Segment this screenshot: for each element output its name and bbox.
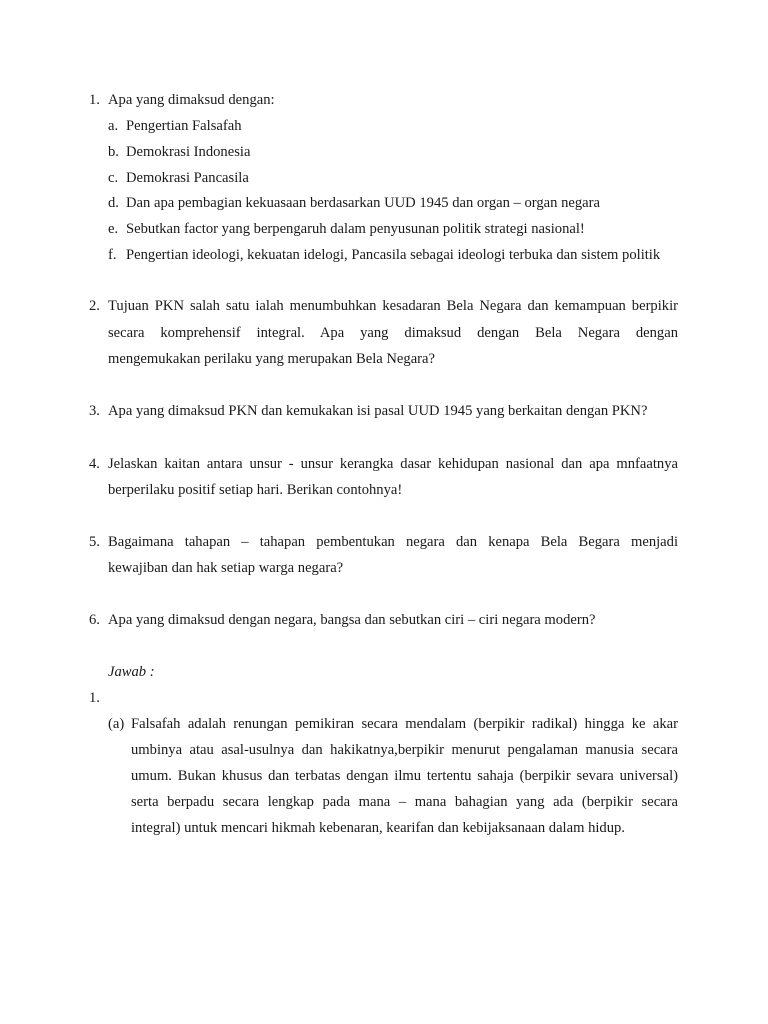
answer-part-marker: (a)	[108, 716, 125, 732]
list-item: Pengertian ideologi, kekuatan idelogi, Pancasila sebagai ideologi terbuka dan sistem politik	[126, 247, 661, 263]
answer-text-line: Falsafah adalah renungan pemikiran secara mendalam (berpikir radikal) hingga ke akar	[131, 716, 678, 732]
question-number: 1.	[89, 92, 100, 108]
answer-text-line: serta berpadu secara lengkap pada mana – mana bahagian yang ada (berpikir secara	[131, 794, 678, 810]
answers-heading: Jawab :	[108, 664, 155, 680]
question-text-line: kewajiban dan hak setiap warga negara?	[108, 560, 344, 576]
question-number: 2.	[89, 298, 100, 314]
question-text-line: Bagaimana tahapan – tahapan pembentukan negara dan kenapa Bela Begara menjadi	[108, 534, 678, 550]
answer-text-line: integral) untuk mencari hikmah kebenaran, kearifan dan kebijaksanaan dalam hidup.	[131, 820, 625, 836]
answer-text-line: umbinya atau asal-usulnya dan hakikatnya,berpikir menurut pengalaman manusia secara	[131, 742, 678, 758]
item-marker: a.	[108, 118, 119, 134]
question-text: Apa yang dimaksud PKN dan kemukakan isi pasal UUD 1945 yang berkaitan dengan PKN?	[108, 403, 648, 419]
list-item: Dan apa pembagian kekuasaan berdasarkan UUD 1945 dan organ – organ negara	[126, 195, 600, 211]
answer-text-line: umum. Bukan khusus dan terbatas dengan ilmu tertentu sahaja (berpikir sevara universal)	[131, 768, 678, 784]
list-item: Sebutkan factor yang berpengaruh dalam penyusunan politik strategi nasional!	[126, 221, 585, 237]
item-marker: d.	[108, 195, 119, 211]
answer-number: 1.	[89, 690, 100, 706]
question-number: 6.	[89, 612, 100, 628]
item-marker: b.	[108, 144, 119, 160]
question-text-line: Tujuan PKN salah satu ialah menumbuhkan kesadaran Bela Negara dan kemampuan berpikir	[108, 298, 678, 314]
question-text-line: berperilaku positif setiap hari. Berikan contohnya!	[108, 482, 403, 498]
question-text-line: mengemukakan perilaku yang merupakan Bela Negara?	[108, 351, 435, 367]
question-number: 4.	[89, 456, 100, 472]
question-text: Apa yang dimaksud dengan:	[108, 92, 275, 108]
item-marker: c.	[108, 170, 119, 186]
question-text-line: secara komprehensif integral. Apa yang dimaksud dengan Bela Negara dengan	[108, 325, 678, 341]
list-item: Demokrasi Pancasila	[126, 170, 249, 186]
question-text: Apa yang dimaksud dengan negara, bangsa dan sebutkan ciri – ciri negara modern?	[108, 612, 596, 628]
question-text-line: Jelaskan kaitan antara unsur - unsur kerangka dasar kehidupan nasional dan apa mnfaatnya	[108, 456, 678, 472]
question-number: 3.	[89, 403, 100, 419]
question-number: 5.	[89, 534, 100, 550]
item-marker: f.	[108, 247, 117, 263]
list-item: Demokrasi Indonesia	[126, 144, 251, 160]
list-item: Pengertian Falsafah	[126, 118, 242, 134]
item-marker: e.	[108, 221, 119, 237]
